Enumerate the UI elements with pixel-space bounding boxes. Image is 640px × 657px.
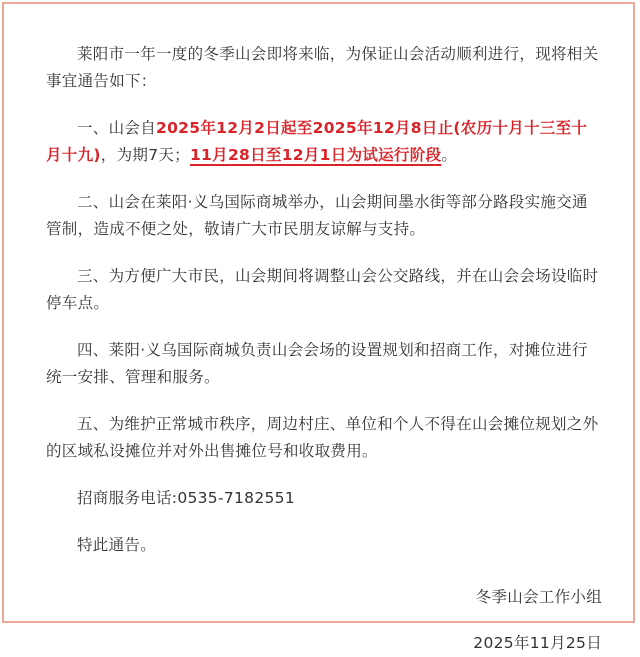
notice-item-1	[46, 115, 602, 169]
notice-date: 2025年11月25日	[473, 634, 602, 652]
notice-item-5: 五、为维护正常城市秩序，周边村庄、单位和个人不得在山会摊位规划之外的区域私设摊位并对外出售摊位号和收取费用。	[46, 415, 599, 460]
item-1-dates: 2025年12月2日起至2025年12月8日止(农历十月十三至十月十九)	[46, 119, 588, 164]
item-1-middle: ，为期7天；	[100, 146, 190, 164]
notice-phone: 招商服务电话:0535-7182551	[77, 489, 295, 507]
item-1-trial-period: 11月28日至12月1日为试运行阶段	[189, 146, 442, 164]
notice-item-2: 二、山会在莱阳·义乌国际商城举办，山会期间墨水街等部分路段实施交通管制，造成不便之处，敬请广大市民朋友谅解与支持。	[46, 193, 588, 238]
notice-intro: 莱阳市一年一度的冬季山会即将来临，为保证山会活动顺利进行，现将相关事宜通告如下：	[46, 45, 599, 90]
notice-item-3: 三、为方便广大市民，山会期间将调整山会公交路线，并在山会会场设临时停车点。	[46, 267, 599, 312]
notice-closing: 特此通告。	[77, 536, 157, 554]
notice-body	[46, 41, 602, 657]
item-1-suffix: 。	[441, 146, 458, 164]
notice-frame	[2, 2, 635, 652]
item-1-prefix: 一、山会自	[77, 119, 157, 137]
notice-item-4: 四、莱阳·义乌国际商城负责山会会场的设置规划和招商工作，对摊位进行统一安排、管理和服务。	[46, 341, 588, 386]
notice-signature: 冬季山会工作小组	[475, 588, 602, 606]
